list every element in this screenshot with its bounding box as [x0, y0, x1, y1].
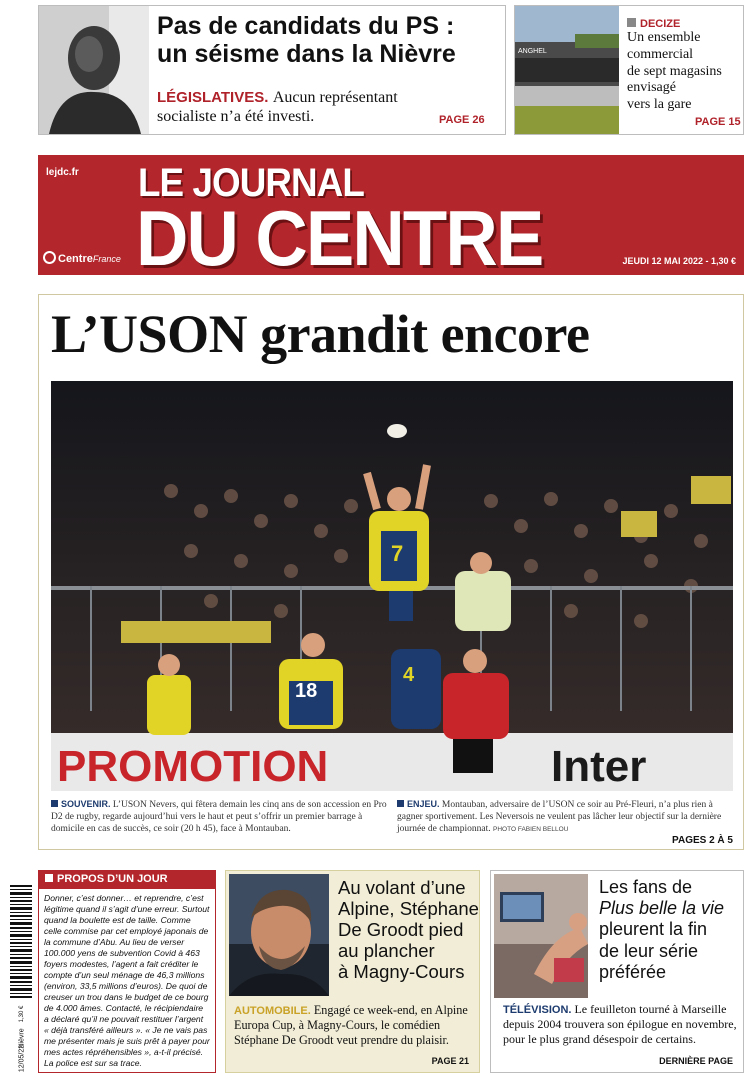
centre-france-icon — [43, 251, 56, 264]
tv-headline — [599, 877, 724, 983]
auto-headline-line: Alpine, Stéphane — [338, 898, 479, 920]
tv-headline-italic: Plus belle la vie — [599, 898, 725, 919]
barcode — [8, 885, 34, 1075]
photo-credit: PHOTO FABIEN BELLOU — [493, 826, 569, 834]
main-pages-ref[interactable]: PAGES 2 À 5 — [672, 835, 733, 846]
teaser-photo-bust — [39, 6, 149, 134]
statue-bust-image — [39, 6, 149, 134]
teaser-left-text-line2: socialiste n’a été investi. — [157, 108, 315, 126]
caption-enjeu — [397, 799, 733, 835]
banner-right-text: Inter — [551, 742, 647, 791]
rugby-photo-image — [51, 381, 733, 791]
opinion-title-bar — [39, 871, 215, 889]
teaser-left-page[interactable]: PAGE 26 — [439, 114, 485, 126]
tv-summary — [503, 1002, 737, 1046]
jersey-number: 7 — [391, 541, 404, 566]
stores-image — [515, 6, 619, 134]
barcode-date: 12/05/22 — [18, 1044, 26, 1073]
teaser-left-headline-line2: un séisme dans la Nièvre — [157, 40, 456, 68]
tv-page[interactable]: DERNIÈRE PAGE — [659, 1056, 733, 1066]
auto-headline-line: Au volant d’une — [338, 877, 466, 898]
brand-bold: Centre — [58, 253, 93, 265]
tv-photo — [494, 874, 588, 998]
caption-right-label: ENJEU. — [407, 799, 440, 809]
teaser-right-page[interactable]: PAGE 15 — [695, 116, 741, 128]
caption-left-text: L’USON Nevers, qui fêtera demain les cinq ans de son accession en Pro D2 de rugby, regarde aujourd’hui vers le haut et peut s’offrir un premier barrage à domicile en cas de succès, ce soir (20 h 45), face à Montauban. — [51, 800, 387, 835]
teaser-right-line: commercial — [627, 46, 694, 62]
tv-kicker: TÉLÉVISION. — [503, 1004, 572, 1016]
caption-souvenir — [51, 799, 387, 835]
rugby-lineout-photo — [51, 381, 733, 791]
teaser-left-kicker: LÉGISLATIVES. — [157, 89, 269, 106]
auto-headline-line: De Groodt pied — [338, 919, 464, 941]
tv-headline-line5: préférée — [599, 961, 667, 982]
tv-headline-line3: pleurent la fin — [599, 919, 708, 940]
auto-photo — [229, 874, 329, 996]
auto-summary — [234, 1003, 474, 1047]
teaser-left-headline — [157, 12, 456, 68]
caption-left-label: SOUVENIR. — [61, 799, 111, 809]
teaser-photo-stores — [515, 6, 619, 134]
teaser-legislatives[interactable] — [38, 5, 506, 135]
masthead-url[interactable]: lejdc.fr — [46, 167, 79, 178]
jersey-number: 18 — [295, 680, 318, 702]
auto-page[interactable]: PAGE 21 — [431, 1056, 469, 1066]
teaser-right-kicker: DECIZE — [640, 18, 681, 30]
store-sign: ANGHEL — [518, 48, 547, 55]
brand-italic: France — [92, 254, 121, 264]
teaser-right-line: envisagé — [627, 80, 676, 96]
teaser-right-line: Un ensemble — [627, 30, 701, 45]
square-bullet-icon — [397, 800, 404, 807]
teaser-right-line: de sept magasins — [627, 63, 722, 79]
tv-text: Le feuilleton tourné à Marseille depuis 2004 trouvera son épilogue en novembre, pour le plus grand désespoir de certains. — [503, 1002, 737, 1046]
caption-right-text: Montauban, adversaire de l’USON ce soir au Pré-Fleuri, n’a plus rien à gagner sportivement. Les Neversois ne veulent pas lâcher leur objectif sur la dernière journée de championnat. — [397, 800, 722, 835]
auto-box[interactable] — [225, 870, 480, 1073]
auto-text: Engagé ce week-end, en Alpine Europa Cup, à Magny-Cours, le comédien Stéphane De Groodt veut prendre du plaisir. — [234, 1003, 468, 1047]
banner-left-text: PROMOTION — [57, 742, 329, 791]
main-headline: L’USON grandit encore — [51, 304, 590, 364]
jersey-number: 4 — [403, 664, 415, 686]
auto-headline — [338, 877, 479, 982]
teaser-decize[interactable] — [514, 5, 744, 135]
teaser-left-headline-line1: Pas de candidats du PS : — [157, 12, 455, 40]
auto-headline-line: au plancher — [338, 940, 435, 962]
centre-france-logo — [43, 251, 121, 265]
opinion-title: PROPOS D’UN JOUR — [57, 873, 168, 885]
masthead-date-price: JEUDI 12 MAI 2022 - 1,30 € — [622, 256, 736, 266]
square-bullet-icon — [45, 874, 53, 882]
auto-kicker: AUTOMOBILE. — [234, 1005, 311, 1017]
opinion-box[interactable] — [38, 870, 216, 1073]
masthead-title-line1: LE JOURNAL — [138, 161, 364, 205]
living-room-image — [494, 874, 588, 998]
tv-headline-line4: de leur série — [599, 940, 699, 961]
portrait-image — [229, 874, 329, 996]
teaser-right-line: vers la gare — [627, 97, 692, 113]
barcode-edition: Nièvre — [18, 1028, 26, 1049]
auto-headline-line: à Magny-Cours — [338, 961, 465, 983]
main-story[interactable] — [38, 294, 744, 850]
square-bullet-icon — [627, 18, 636, 27]
square-bullet-icon — [51, 800, 58, 807]
teaser-left-text-line1: Aucun représentant — [272, 89, 398, 106]
tv-box[interactable] — [490, 870, 744, 1073]
barcode-price: 1,30 € — [19, 1005, 25, 1023]
teaser-right-text — [627, 30, 722, 114]
masthead-title-line2: DU CENTRE — [136, 194, 543, 282]
tv-headline-line1: Les fans de — [599, 877, 693, 897]
opinion-text: Donner, c’est donner… et reprendre, c’est légitime quand il s’agit d’une erreur. Surtout quand la boulette est de taille. Comme celle commise par cet employé japonais de la commune d’Abu. Au lieu de verser 100.000 yens de subvention Covid à 463 foyers modestes, l’agent a fait créditer le compte d’un seul ménage de 46,3 millions (environ, 33,5 millions d’euros). De quoi de creuser un trou dans le budget de ce bourg de 4.000 âmes. Contacté, le récipiendaire a déclaré qu’il ne pouvait restituer l’argent « déjà transféré ailleurs ». « Je ne vais pas me présenter mais je suis prêt à payer pour mes actes répréhensibles », a-t-il précisé. La police est sur sa trace. — [44, 893, 210, 1068]
masthead — [38, 155, 744, 282]
teaser-left-summary — [157, 88, 398, 126]
